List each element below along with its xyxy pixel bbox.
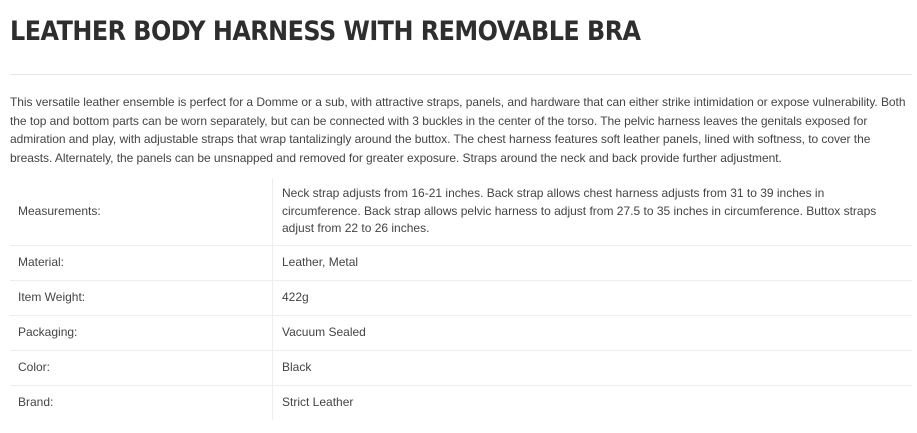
- spec-label: Brand:: [10, 386, 273, 421]
- product-description: This versatile leather ensemble is perfect for a Domme or a sub, with attractive straps, panels, and hardware that can either strike intimidation or expose vulnerability. Both the top and bottom parts can be worn separately, but can be connected with 3 buckles in the center of the torso. The pelvic harness leaves the genitals exposed for admiration and play, with adjustable straps that wrap tantalizingly around the buttox. The chest harness features soft leather panels, lined with softness, to cover the breasts. Alternately, the panels can be unsnapped and removed for greater exposure. Straps around the neck and back provide further adjustment.: [10, 95, 906, 165]
- spec-value: Strict Leather: [282, 395, 354, 410]
- spec-label: Packaging:: [10, 316, 273, 351]
- spec-label: Item Weight:: [10, 281, 273, 316]
- spec-value: Black: [282, 360, 312, 375]
- spec-row-measurements: [10, 178, 912, 246]
- spec-value: 422g: [282, 290, 309, 305]
- spec-row-material: [10, 246, 912, 281]
- spec-label: Measurements:: [10, 178, 273, 246]
- spec-label: Color:: [10, 351, 273, 386]
- product-title: LEATHER BODY HARNESS WITH REMOVABLE BRA: [10, 16, 641, 47]
- spec-row-packaging: [10, 316, 912, 351]
- spec-value: Vacuum Sealed: [282, 325, 366, 340]
- spec-label: Material:: [10, 246, 273, 281]
- spec-row-color: [10, 351, 912, 386]
- specifications-table: [10, 178, 912, 420]
- spec-value: Leather, Metal: [282, 255, 359, 270]
- title-divider: [10, 74, 912, 75]
- spec-value: Neck strap adjusts from 16-21 inches. Back strap allows chest harness adjusts from 31 to 39 inches in circumference. Back strap allows pelvic harness to adjust from 27.5 to 35 inches in circumference. Buttox straps adjust from 22 to 26 inches.: [282, 186, 877, 236]
- spec-row-item-weight: [10, 281, 912, 316]
- spec-row-brand: [10, 386, 912, 421]
